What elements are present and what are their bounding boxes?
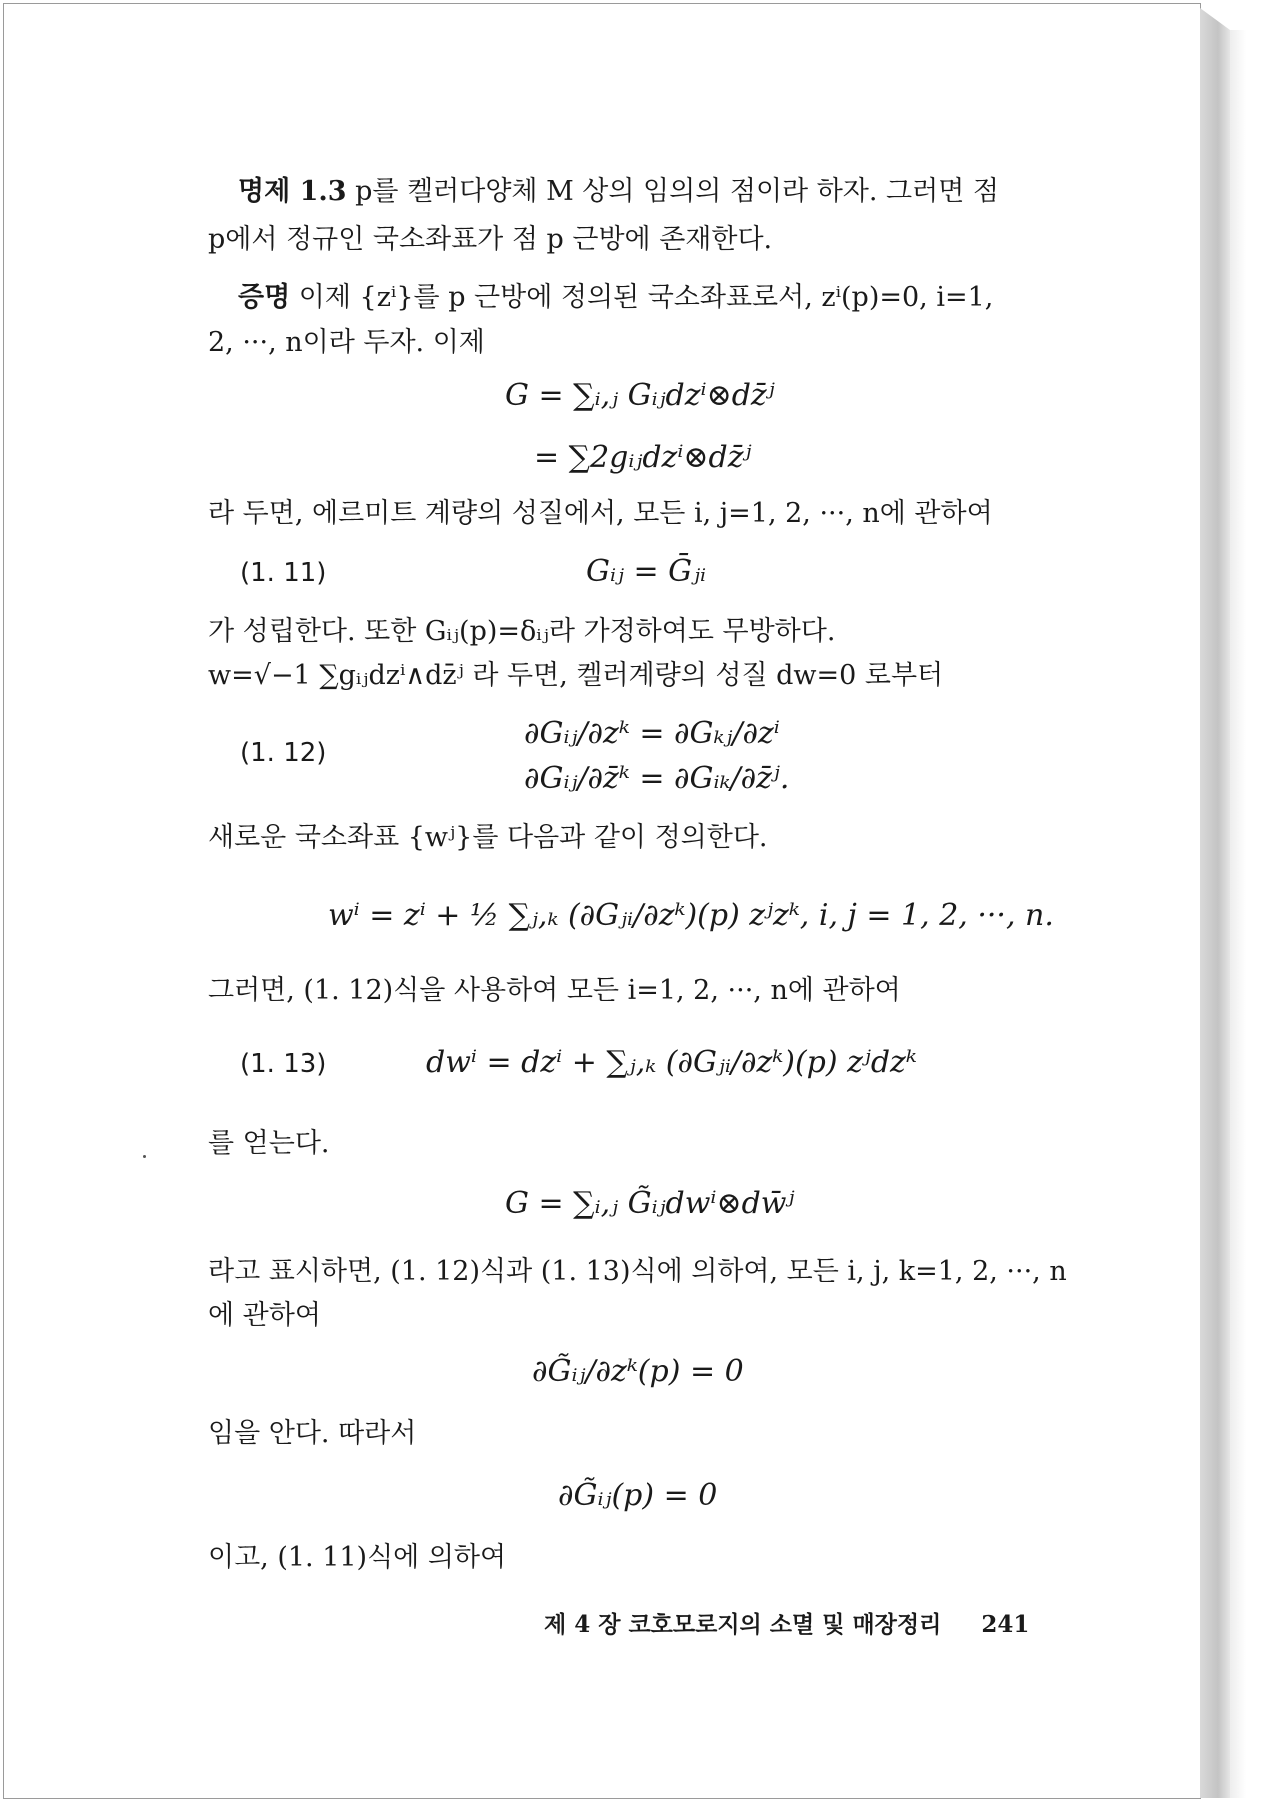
text-know: 임을 안다. 따라서: [208, 1418, 417, 1449]
text-hermitian: 라 두면, 에르미트 계량의 성질에서, 모든 i, j=1, 2, ···, n에 관하여: [208, 498, 993, 529]
equation-1-12-a: ∂Gᵢⱼ/∂zᵏ = ∂Gₖⱼ/∂zⁱ: [524, 716, 780, 751]
proposition-label: 명제 1.3: [238, 176, 347, 207]
equation-1-12-b: ∂Gᵢⱼ/∂z̄ᵏ = ∂Gᵢₖ/∂z̄ʲ.: [524, 761, 790, 796]
proof-text-1: 이제 {zⁱ}를 p 근방에 정의된 국소좌표로서, zⁱ(p)=0, i=1,: [298, 282, 994, 313]
proposition-text-1: p를 켈러다양체 M 상의 임의의 점이라 하자. 그러면 점: [355, 176, 999, 207]
proof-line-2: 2, ···, n이라 두자. 이제: [208, 327, 485, 358]
text-denote-1: 라고 표시하면, (1. 12)식과 (1. 13)식에 의하여, 모든 i, j, k=1, 2, ···, n: [208, 1256, 1067, 1287]
equation-derivative-zero: ∂G̃ᵢⱼ/∂zᵏ(p) = 0: [532, 1354, 744, 1389]
proposition-line-1: [238, 176, 999, 208]
equation-number-1-12: (1. 12): [240, 738, 327, 768]
proof-label: 증명: [238, 282, 291, 313]
proposition-line-2: p에서 정규인 국소좌표가 점 p 근방에 존재한다.: [208, 224, 773, 255]
text-obtain: 를 얻는다.: [208, 1128, 330, 1159]
page-stack-edge: [1200, 8, 1230, 1798]
equation-number-1-13: (1. 13): [240, 1049, 327, 1079]
text-holds: 가 성립한다. 또한 Gᵢⱼ(p)=δᵢⱼ라 가정하여도 무방하다.: [208, 616, 836, 647]
proof-line-1: [238, 282, 993, 314]
scan-speck: [143, 1155, 146, 1158]
text-denote-2: 에 관하여: [208, 1300, 321, 1331]
equation-w-definition: wⁱ = zⁱ + ½ ∑ⱼ,ₖ (∂Gⱼᵢ/∂zᵏ)(p) zʲzᵏ, i, j = 1, 2, ···, n.: [328, 898, 1054, 933]
text-then: 그러면, (1. 12)식을 사용하여 모든 i=1, 2, ···, n에 관하여: [208, 975, 901, 1006]
text-new-coordinates: 새로운 국소좌표 {wʲ}를 다음과 같이 정의한다.: [208, 822, 768, 853]
running-footer: [544, 1610, 1029, 1640]
chapter-title: 제 4 장 코호모로지의 소멸 및 매장정리: [544, 1611, 942, 1638]
equation-metric-new-coords: G = ∑ᵢ,ⱼ G̃ᵢⱼdwⁱ⊗dw̄ʲ: [505, 1186, 795, 1221]
equation-number-1-11: (1. 11): [240, 558, 327, 588]
text-and: 이고, (1. 11)식에 의하여: [208, 1542, 507, 1573]
page-number: 241: [981, 1611, 1030, 1638]
equation-metric-1: G = ∑ᵢ,ⱼ Gᵢⱼdzⁱ⊗dz̄ʲ: [505, 378, 775, 413]
page-shadow: [1230, 30, 1246, 1798]
text-kahler-form: w=√−1 ∑gᵢⱼdzⁱ∧dz̄ʲ 라 두면, 켈러계량의 성질 dw=0 로부터: [208, 660, 944, 691]
equation-derivative-zero-2: ∂G̃ᵢⱼ(p) = 0: [558, 1478, 718, 1513]
equation-1-11: Gᵢⱼ = Ḡⱼᵢ: [586, 554, 707, 589]
equation-1-13: dwⁱ = dzⁱ + ∑ⱼ,ₖ (∂Gⱼᵢ/∂zᵏ)(p) zʲdzᵏ: [426, 1045, 917, 1080]
equation-metric-2: = ∑2gᵢⱼdzⁱ⊗dz̄ʲ: [534, 440, 752, 475]
